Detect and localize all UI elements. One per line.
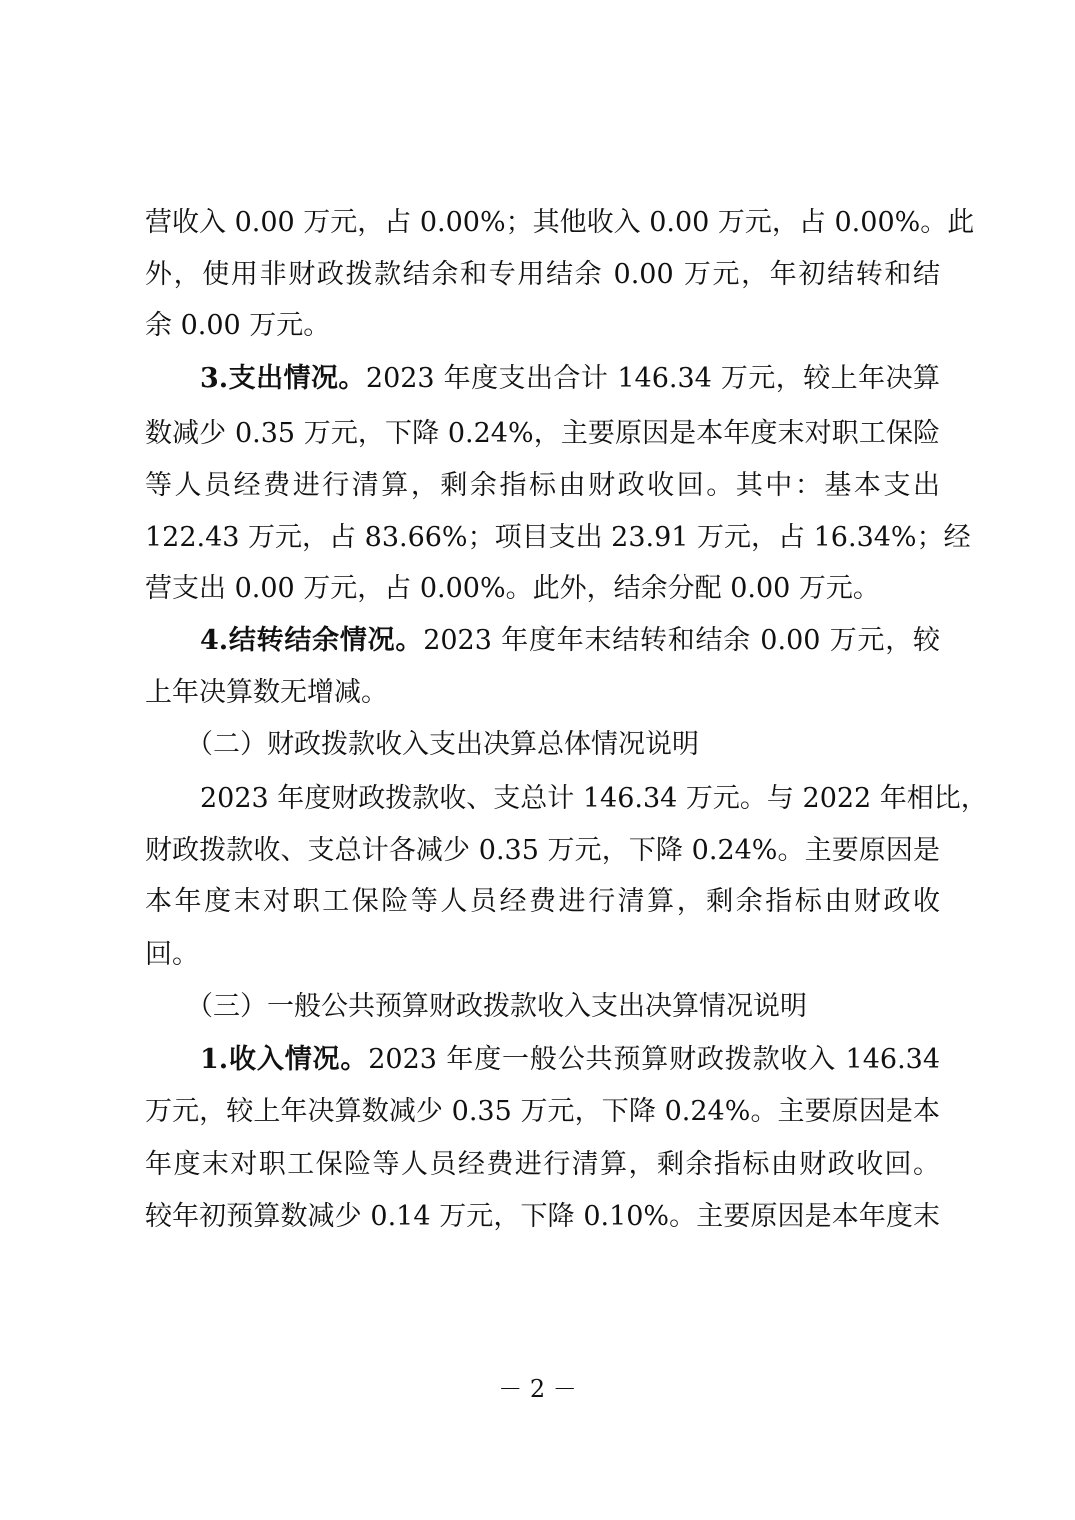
paragraph-line: 数减少 0.35 万元，下降 0.24%，主要原因是本年度末对职工保险 (145, 418, 940, 449)
subsection-heading: 3.支出情况。 (200, 363, 366, 394)
section-heading: （三）一般公共预算财政拨款收入支出决算情况说明 (186, 991, 807, 1022)
paragraph-line: 年度末对职工保险等人员经费进行清算，剩余指标由财政收回。 (145, 1149, 940, 1180)
paragraph-line: 本年度末对职工保险等人员经费进行清算，剩余指标由财政收 (145, 886, 940, 917)
paragraph-line: 余 0.00 万元。 (145, 310, 331, 341)
paragraph-line: 2023 年度财政拨款收、支总计 146.34 万元。与 2022 年相比， (200, 783, 988, 814)
paragraph-line: 外，使用非财政拨款结余和专用结余 0.00 万元，年初结转和结 (145, 259, 940, 290)
paragraph-line: 上年决算数无增减。 (145, 677, 388, 708)
paragraph-text: 2023 年度一般公共预算财政拨款收入 146.34 (368, 1044, 941, 1075)
paragraph-line (200, 622, 940, 660)
paragraph-line: 122.43 万元，占 83.66%；项目支出 23.91 万元，占 16.34%；经 (145, 522, 971, 553)
paragraph-text: 2023 年度年末结转和结余 0.00 万元，较 (423, 625, 941, 656)
paragraph-line: 较年初预算数减少 0.14 万元，下降 0.10%。主要原因是本年度末 (145, 1201, 940, 1232)
paragraph-line: 营收入 0.00 万元，占 0.00%；其他收入 0.00 万元，占 0.00%。此 (145, 207, 975, 238)
paragraph-line: 万元，较上年决算数减少 0.35 万元，下降 0.24%。主要原因是本 (145, 1096, 940, 1127)
paragraph-line (200, 1041, 940, 1079)
subsection-heading: 4.结转结余情况。 (200, 625, 424, 656)
section-heading: （二）财政拨款收入支出决算总体情况说明 (186, 729, 699, 760)
paragraph-line (200, 360, 940, 398)
page-number: － 2 － (498, 1375, 577, 1403)
paragraph-line: 营支出 0.00 万元，占 0.00%。此外，结余分配 0.00 万元。 (145, 573, 880, 604)
paragraph-line: 回。 (145, 939, 199, 970)
paragraph-line: 等人员经费进行清算，剩余指标由财政收回。其中：基本支出 (145, 470, 940, 501)
paragraph-text: 2023 年度支出合计 146.34 万元，较上年决算 (365, 363, 941, 394)
paragraph-line: 财政拨款收、支总计各减少 0.35 万元，下降 0.24%。主要原因是 (145, 835, 940, 866)
subsection-heading: 1.收入情况。 (200, 1044, 369, 1075)
